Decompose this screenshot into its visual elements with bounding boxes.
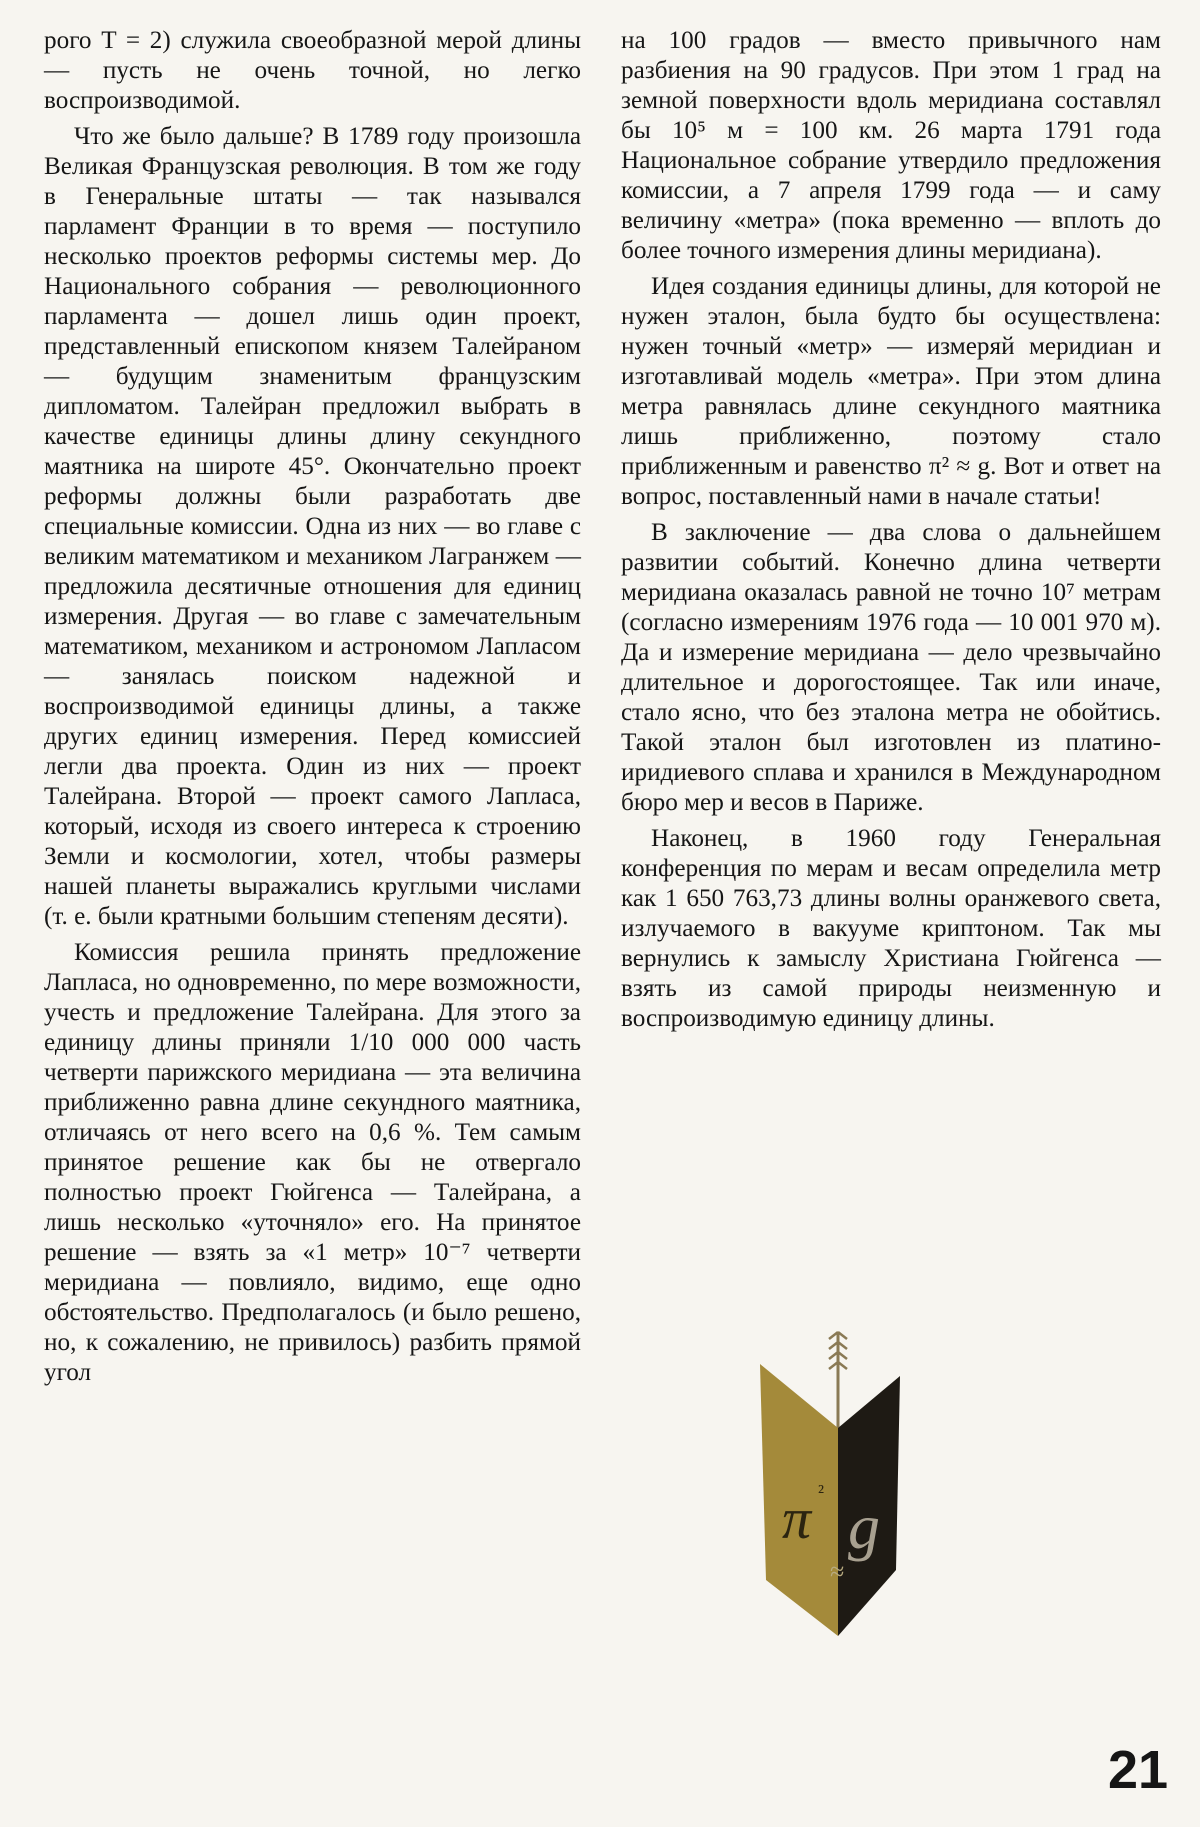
paragraph: Что же было дальше? В 1789 году произошла Великая Французская революция. В том же году в Генеральные штаты — так назывался парламент Франции в то время — поступило несколько проектов реформы системы мер. До Национального собрания — революционного парламента — дошел лишь один проект, представленный епископом князем Талейраном — будущим знаменитым французским дипломатом. Талейран предложил выбрать в качестве единицы длины длину секундного маятника на широте 45°. Окончательно проект реформы должны были разработать две специальные комиссии. Одна из них — во главе с великим математиком и механиком Лагранжем — предложила десятичные отношения для единиц измерения. Другая — во главе с замечательным математиком, механиком и астрономом Лапласом — занялась поиском надежной и воспроизводимой единицы длины, а также других единиц измерения. Перед комиссией легли два проекта. Один из них — проект Талейрана. Второй — проект самого Лапласа, который, исходя из своего интереса к строению Земли и космологии, хотел, чтобы размеры нашей планеты выражались круглыми числами (т. е. были кратными большим степеням десяти). xyxy=(44,123,581,930)
text-column-left xyxy=(44,26,581,1394)
page-number: 21 xyxy=(1108,1740,1169,1800)
paragraph: рого T = 2) служила своеобразной мерой длины — пусть не очень точной, но легко воспроизводимой. xyxy=(44,27,581,114)
paragraph: Наконец, в 1960 году Генеральная конференция по мерам и весам определила метр как 1 650 763,73 длины волны оранжевого света, излучаемого в вакууме криптоном. Так мы вернулись к замыслу Христиана Гюйгенса — взять из самой природы неизменную и воспроизводимую единицу длины. xyxy=(621,825,1161,1032)
paragraph: В заключение — два слова о дальнейшем развитии событий. Конечно длина четверти меридиана оказалась равной не точно 10⁷ метрам (согласно измерениям 1976 года — 10 001 970 м). Да и измерение меридиана — дело чрезвычайно длительное и дорогостоящее. Так или иначе, стало ясно, что без эталона метра не обойтись. Такой эталон был изготовлен из платино-иридиевого сплава и хранился в Международном бюро мер и весов в Париже. xyxy=(621,519,1161,816)
pi-glyph: π xyxy=(782,1486,812,1551)
text-column-right xyxy=(621,26,1161,1040)
paragraph: Комиссия решила принять предложение Лапласа, но одновременно, по мере возможности, учесть и предложение Талейрана. Для этого за единицу длины приняли 1/10 000 000 часть четверти парижского меридиана — эта величина приближенно равна длине секундного маятника, отличаясь от него всего на 0,6 %. Тем самым принятое решение как бы не отвергало полностью проект Гюйгенса — Талейрана, а лишь несколько «уточняло» его. На принятое решение — взять за «1 метр» 10⁻⁷ четверти меридиана — повлияло, видимо, еще одно обстоятельство. Предполагалось (и было решено, но, к сожалению, не привилось) разбить прямой угол xyxy=(44,939,581,1386)
paragraph: на 100 градов — вместо привычного нам разбиения на 90 градусов. При этом 1 град на земной поверхности вдоль меридиана составлял бы 10⁵ м = 100 км. 26 марта 1791 года Национальное собрание утвердило предложения комиссии, а 7 апреля 1799 года — и саму величину «метра» (пока временно — вплоть до более точного измерения длины меридиана). xyxy=(621,27,1161,264)
book-with-pi-g-icon xyxy=(760,1318,900,1638)
exponent-glyph: ² xyxy=(818,1481,824,1503)
paragraph: Идея создания единицы длины, для которой не нужен эталон, была будто бы осуществлена: нужен точный «метр» — измеряй меридиан и изготавливай модель «метра». При этом длина метра равнялась длине секундного маятника лишь приближенно, поэтому стало приближенным и равенство π² ≈ g. Вот и ответ на вопрос, поставленный нами в начале статьи! xyxy=(621,273,1161,510)
g-glyph: g xyxy=(848,1491,880,1562)
approx-glyph: ≈ xyxy=(830,1557,845,1586)
